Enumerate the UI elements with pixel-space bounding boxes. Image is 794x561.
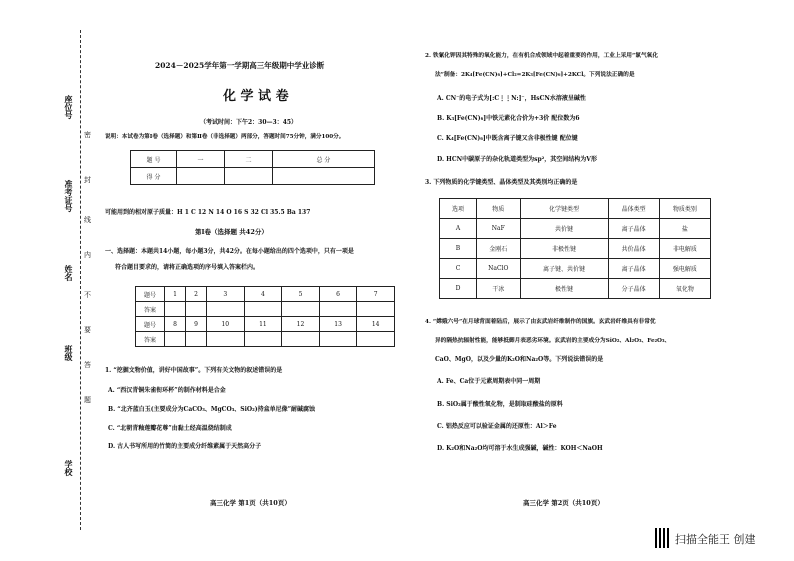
- page-footer: 高三化学 第1页（共10页）: [210, 499, 291, 507]
- section-title: 第Ⅰ卷（选择题 共42分）: [195, 228, 268, 236]
- answer-input[interactable]: [319, 332, 357, 347]
- score-input[interactable]: [272, 168, 374, 185]
- page-1: [105, 0, 405, 561]
- option-c: C. “北朝青釉莲瓣花尊”由黏土经高温烧结制成: [108, 425, 232, 432]
- q3-cell: NaClO: [477, 259, 521, 279]
- q3-cell: 氧化物: [659, 279, 710, 299]
- scanner-text: 扫描全能王 创建: [675, 533, 756, 546]
- school-label: 学校: [64, 460, 74, 476]
- seal-line: [80, 30, 82, 530]
- q3-cell: 金刚石: [477, 239, 521, 259]
- q3-header: 物质类别: [659, 199, 710, 219]
- answer-cell: 7: [357, 287, 395, 302]
- seal-char: 内: [84, 251, 91, 259]
- answer-cell: 题号: [136, 287, 165, 302]
- answer-cell: 13: [319, 317, 357, 332]
- question-2-cont: 法”制备：2K₄[Fe(CN)₆]+Cl₂=2K₃[Fe(CN)₆]+2KCl。下列说法正确的是: [435, 72, 635, 78]
- score-table: [130, 150, 375, 185]
- answer-cell: 4: [244, 287, 282, 302]
- q3-header: 选项: [440, 199, 477, 219]
- page-2: [425, 0, 725, 561]
- answer-input[interactable]: [244, 302, 282, 317]
- seal-char: 不: [84, 291, 91, 299]
- answer-input[interactable]: [165, 302, 186, 317]
- option-c: C. 铝热反应可以验证金属的还原性：Al＞Fe: [437, 423, 557, 430]
- answer-input[interactable]: [165, 332, 186, 347]
- option-a: A. CN⁻的电子式为[:C⋮⋮N:]⁻，HsCN水溶液呈碱性: [437, 95, 586, 102]
- q3-cell: 盐: [659, 219, 710, 239]
- option-b: B. “北齐蓝白玉(主要成分为CaCO₃、MgCO₃、SiO₂)持盒单尼像”耐碱腐蚀: [108, 406, 316, 413]
- answer-cell: 6: [319, 287, 357, 302]
- q3-cell: 共价晶体: [608, 239, 659, 259]
- exam-header: 2024－2025学年第一学期高三年级期中学业诊断: [155, 61, 325, 70]
- seal-char: 要: [84, 326, 91, 334]
- name-label: 姓名: [64, 265, 74, 281]
- instructions-line: 符合题目要求的，请将正确选项的序号填入答案栏内。: [115, 264, 260, 271]
- score-cell: 题 号: [131, 151, 177, 168]
- answer-input[interactable]: [244, 332, 282, 347]
- page-footer: 高三化学 第2页（共10页）: [523, 499, 604, 507]
- class-label: 班级: [64, 345, 74, 361]
- answer-input[interactable]: [282, 302, 320, 317]
- exam-no-label: 准考证号: [64, 180, 74, 212]
- answer-cell: 11: [244, 317, 282, 332]
- q3-cell: 共价键: [520, 219, 608, 239]
- q3-cell: 非电解质: [659, 239, 710, 259]
- answer-input[interactable]: [319, 302, 357, 317]
- score-cell: 二: [224, 151, 272, 168]
- qr-code-icon: [655, 528, 671, 548]
- instructions-note: 说明：本试卷为第Ⅰ卷（选择题）和第Ⅱ卷（非选择题）两部分，答题时间75分钟，满分100分。: [105, 134, 345, 140]
- seal-char: 答: [84, 361, 91, 369]
- answer-cell: 12: [282, 317, 320, 332]
- answer-input[interactable]: [357, 302, 395, 317]
- option-b: B. SiO₂属于酸性氧化物，是制取硅酸盐的原料: [437, 401, 563, 408]
- score-input[interactable]: [177, 168, 225, 185]
- binding-margin: [0, 0, 100, 561]
- q3-cell: B: [440, 239, 477, 259]
- q3-cell: 分子晶体: [608, 279, 659, 299]
- question-1: 1. “挖掘文物价值，讲好中国故事”。下列有关文物的叙述错误的是: [105, 367, 283, 374]
- answer-table: [135, 286, 395, 347]
- q3-cell: 离子晶体: [608, 219, 659, 239]
- q3-header: 化学键类型: [520, 199, 608, 219]
- option-d: D. 古人书写所用的竹简的主要成分纤维素属于天然高分子: [108, 443, 262, 450]
- q3-header: 物质: [477, 199, 521, 219]
- seal-char: 题: [84, 396, 91, 404]
- option-d: D. HCN中碳原子的杂化轨道类型为sp²，其空间结构为V形: [437, 156, 597, 163]
- score-input[interactable]: [224, 168, 272, 185]
- instructions-line: 一、选择题：本题共14小题，每小题3分，共42分。在每小题给出的四个选项中，只有一项是: [105, 248, 354, 255]
- scanner-watermark: [655, 528, 794, 548]
- q3-cell: NaF: [477, 219, 521, 239]
- seat-label: 座位号: [64, 95, 74, 119]
- answer-cell: 答案: [136, 332, 165, 347]
- seal-char: 线: [84, 216, 91, 224]
- question-2: 2. 铁氰化钾因其特殊的氧化能力，在有机合成领域中起着重要的作用，工业上采用“氯气氧化: [425, 53, 659, 59]
- seal-char: 密: [84, 131, 91, 139]
- answer-cell: 题号: [136, 317, 165, 332]
- paper-title: 化 学 试 卷: [223, 89, 289, 104]
- atomic-masses: 可能用到的相对原子质量：H 1 C 12 N 14 O 16 S 32 Cl 35.5 Ba 137: [105, 209, 311, 216]
- q3-cell: C: [440, 259, 477, 279]
- answer-input[interactable]: [207, 332, 245, 347]
- q3-header: 晶体类型: [608, 199, 659, 219]
- answer-input[interactable]: [186, 332, 207, 347]
- option-d: D. K₂O和Na₂O均可溶于水生成强碱，碱性：KOH＜NaOH: [437, 445, 603, 452]
- q3-cell: 极性键: [520, 279, 608, 299]
- option-a: A. Fe、Ca位于元素周期表中同一周期: [437, 378, 541, 385]
- answer-cell: 8: [165, 317, 186, 332]
- seal-char: 封: [84, 176, 91, 184]
- q3-table: [439, 198, 711, 299]
- answer-cell: 2: [186, 287, 207, 302]
- exam-time: （考试时间：下午2：30—3：45）: [200, 119, 298, 126]
- q3-cell: 强电解质: [659, 259, 710, 279]
- score-cell: 总 分: [272, 151, 374, 168]
- q3-cell: 干冰: [477, 279, 521, 299]
- q3-cell: 离子晶体: [608, 259, 659, 279]
- question-3: 3. 下列物质的化学键类型、晶体类型及其类别均正确的是: [425, 179, 578, 186]
- answer-input[interactable]: [186, 302, 207, 317]
- score-cell: 一: [177, 151, 225, 168]
- q3-cell: 离子键、共价键: [520, 259, 608, 279]
- answer-input[interactable]: [357, 332, 395, 347]
- answer-cell: 9: [186, 317, 207, 332]
- answer-cell: 5: [282, 287, 320, 302]
- question-4-cont: 异的隔热抗辐射性能，能够抵御月表恶劣环境。玄武岩的主要成分为SiO₂、Al₂O₃、Fe₂O₃、: [435, 338, 671, 344]
- answer-input[interactable]: [282, 332, 320, 347]
- q3-cell: D: [440, 279, 477, 299]
- answer-input[interactable]: [207, 302, 245, 317]
- answer-cell: 14: [357, 317, 395, 332]
- option-a: A. “西汉青铜朱雀衔环杯”的制作材料是合金: [108, 387, 226, 394]
- answer-cell: 答案: [136, 302, 165, 317]
- option-c: C. K₄[Fe(CN)₆]中既含离子键又含非极性键 配位键: [437, 135, 578, 142]
- answer-cell: 3: [207, 287, 245, 302]
- score-cell: 得 分: [131, 168, 177, 185]
- q3-cell: A: [440, 219, 477, 239]
- question-4-cont: CaO、MgO，以及少量的K₂O和Na₂O等。下列说法错误的是: [435, 356, 604, 363]
- option-b: B. K₃[Fe(CN)₆]中铁元素化合价为+3价 配位数为6: [437, 115, 580, 122]
- answer-cell: 10: [207, 317, 245, 332]
- question-4: 4. “嫦娥六号”在月球背面着陆后，展示了由玄武岩纤维制作的国旗。玄武岩纤维具有非常优: [425, 319, 656, 325]
- q3-cell: 非极性键: [520, 239, 608, 259]
- answer-cell: 1: [165, 287, 186, 302]
